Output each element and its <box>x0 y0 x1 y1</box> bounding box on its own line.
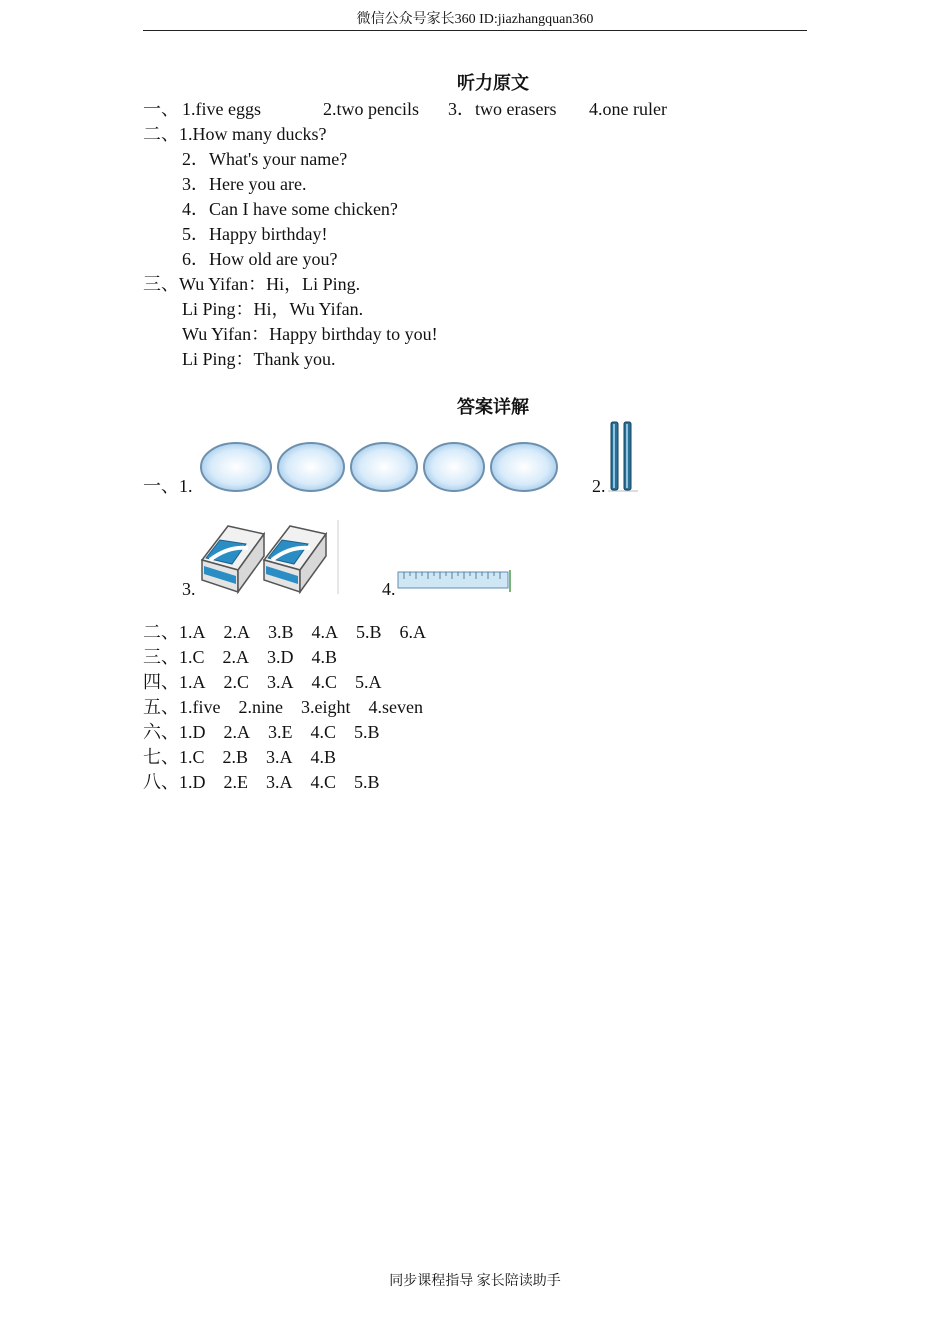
answer-item: 5.B <box>354 772 380 792</box>
answer-item: 2.C <box>223 672 250 692</box>
answer-item: 4.A <box>311 622 339 642</box>
answers-row-8 <box>143 770 380 795</box>
listening-title: 听力原文 <box>457 73 529 94</box>
answer-item: 4.C <box>310 722 337 742</box>
row-prefix: 二、 <box>143 622 179 642</box>
answer-item: 3.A <box>266 747 293 767</box>
answer-item: 2.B <box>222 747 249 767</box>
page-header: 微信公众号家长360 ID:jiazhangquan360 <box>143 10 807 31</box>
answer-item: 4.B <box>311 647 338 667</box>
answer-label-1: 1. <box>179 476 193 496</box>
dialog-line-4: Li Ping：Thank you. <box>182 349 336 369</box>
answer-item: 1.C <box>179 747 205 767</box>
listening-item-3: 3．two erasers <box>448 99 557 119</box>
answer-item: 4.B <box>310 747 337 767</box>
answer-item: 3.D <box>267 647 294 667</box>
egg-1 <box>201 443 271 491</box>
part2-prefix: 二、 <box>143 124 179 144</box>
answer-label-4: 4. <box>382 579 396 599</box>
answer-item: 6.A <box>399 622 427 642</box>
egg-5 <box>491 443 557 491</box>
part2-question-1: 1.How many ducks? <box>179 124 327 144</box>
answers-row-4 <box>143 670 382 695</box>
part2-question-3: 3．Here you are. <box>182 174 307 194</box>
answer-item: 4.C <box>310 772 337 792</box>
answer-item: 3.A <box>267 672 294 692</box>
answers-row-3 <box>143 645 337 670</box>
answer-item: 1.A <box>179 622 206 642</box>
answers-title: 答案详解 <box>457 397 529 418</box>
listening-part1 <box>143 97 179 122</box>
listening-item-1: 1.five eggs <box>182 99 261 119</box>
answer-label-3: 3. <box>182 579 196 599</box>
two-pencils-image <box>606 420 640 494</box>
part1-prefix: 一、 <box>143 99 179 119</box>
five-eggs-image <box>198 440 560 494</box>
row-prefix: 八、 <box>143 772 179 792</box>
answers-row-2 <box>143 620 426 645</box>
answers-row-6 <box>143 720 380 745</box>
eraser-1 <box>202 526 264 592</box>
answers-row-5 <box>143 695 423 720</box>
answer-item: 3.B <box>268 622 294 642</box>
answer-item: 2.E <box>223 772 248 792</box>
part2-question-2: 2．What's your name? <box>182 149 348 169</box>
listening-item-2: 2.two pencils <box>323 99 419 119</box>
answer-item: 2.A <box>223 622 250 642</box>
answers-row-7 <box>143 745 336 770</box>
answer-item: 4.C <box>311 672 338 692</box>
one-ruler-image <box>396 568 514 594</box>
dialog-line-2: Li Ping：Hi，Wu Yifan. <box>182 299 364 319</box>
answer-item: 1.C <box>179 647 205 667</box>
row-prefix: 七、 <box>143 747 179 767</box>
answers-part1-row1 <box>143 474 193 499</box>
answer-item: 5.B <box>356 622 382 642</box>
row-prefix: 六、 <box>143 722 179 742</box>
egg-4 <box>424 443 484 491</box>
answer-item: 3.A <box>266 772 293 792</box>
answer-item: 2.A <box>223 722 250 742</box>
part2-question-6: 6．How old are you? <box>182 249 338 269</box>
answer-item: 2.nine <box>238 697 283 717</box>
listening-part2-first <box>143 122 326 147</box>
answer-label-2: 2. <box>592 476 606 496</box>
listening-part3-first <box>143 272 360 297</box>
row-prefix: 三、 <box>143 647 179 667</box>
listening-item-4: 4.one ruler <box>589 99 667 119</box>
answer-item: 5.A <box>355 672 382 692</box>
answer-item: 3.eight <box>300 697 351 717</box>
egg-3 <box>351 443 417 491</box>
answer-item: 1.A <box>179 672 206 692</box>
answer-item: 1.D <box>179 772 206 792</box>
answer-item: 1.D <box>179 722 206 742</box>
part2-question-5: 5．Happy birthday! <box>182 224 328 244</box>
row-prefix: 五、 <box>143 697 179 717</box>
answer-item: 3.E <box>268 722 293 742</box>
dialog-line-3: Wu Yifan：Happy birthday to you! <box>182 324 438 344</box>
answer-item: 1.five <box>179 697 221 717</box>
dialog-line-1: Wu Yifan：Hi，Li Ping. <box>179 274 361 294</box>
page-footer: 同步课程指导 家长陪读助手 <box>389 1274 561 1289</box>
answer-item: 2.A <box>222 647 250 667</box>
part3-prefix: 三、 <box>143 274 179 294</box>
answers-part1-prefix: 一、 <box>143 476 179 496</box>
two-erasers-image <box>198 518 343 596</box>
row-prefix: 四、 <box>143 672 179 692</box>
answer-item: 4.seven <box>368 697 423 717</box>
egg-2 <box>278 443 344 491</box>
part2-question-4: 4．Can I have some chicken? <box>182 199 398 219</box>
answer-item: 5.B <box>354 722 380 742</box>
eraser-2 <box>264 526 326 592</box>
